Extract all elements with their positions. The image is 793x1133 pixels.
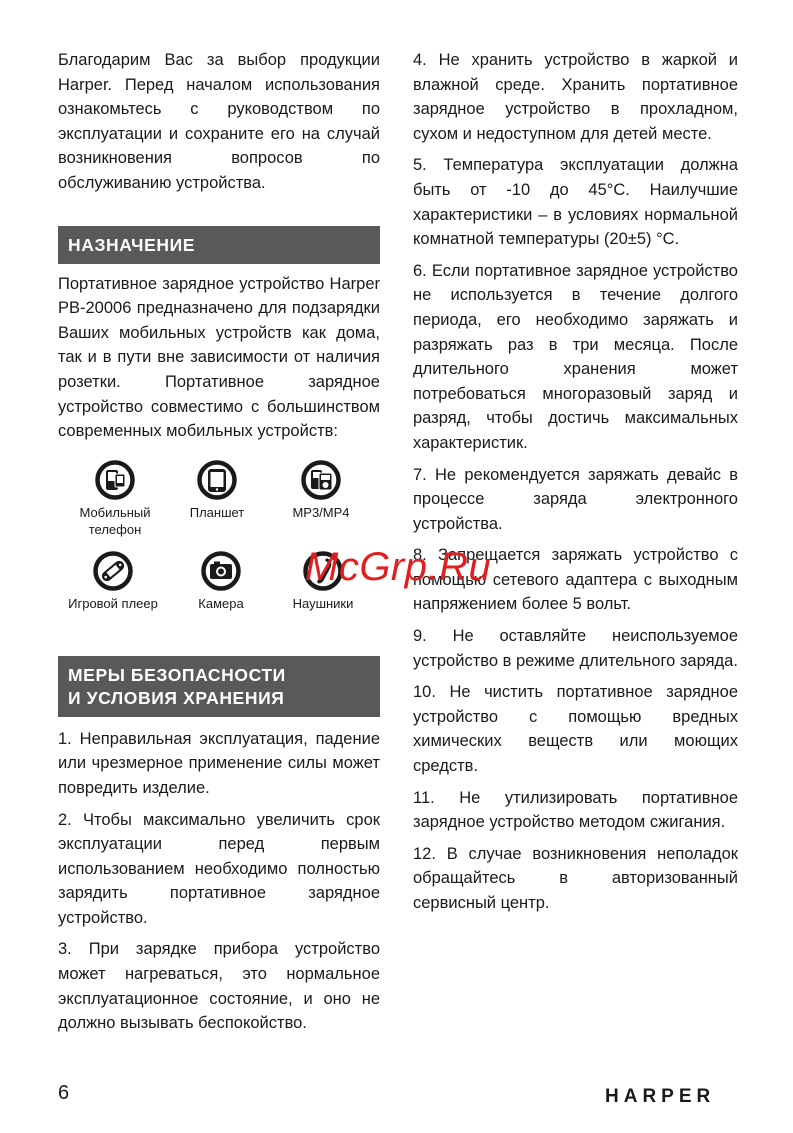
- safety-item-5: 5. Температура эксплуатации должна быть от -10 до 45°C. Наилучшие характеристики – в условиях нормальной комнатной температуры (20±5) °C.: [413, 156, 738, 249]
- mobile-phone-icon: [95, 460, 135, 500]
- safety-header-line2: И УСЛОВИЯ ХРАНЕНИЯ: [68, 687, 285, 708]
- device-mp3: [266, 460, 376, 521]
- safety-item-1: 1. Неправильная эксплуатация, падение или чрезмерное применение силы может повредить изделие.: [58, 729, 380, 797]
- safety-item-8: 8. Запрещается заряжать устройство с помощью сетевого адаптера с выходным напряжением более 5 вольт.: [413, 546, 738, 614]
- safety-item-6: 6. Если портативное зарядное устройство не используется в течение долгого периода, его необходимо заряжать и разряжать раз в три месяца. После длительного хранения может потребоваться многоразовый заряд и разряд, чтобы достичь максимальных характеристик.: [413, 261, 738, 452]
- intro-paragraph: Благодарим Вас за выбор продукции Harper. Перед началом использования ознакомьтесь с руководством по эксплуатации и сохраните его на случай возникновения вопросов по обслуживанию устройства.: [58, 51, 380, 192]
- device-camera: [166, 551, 276, 612]
- brand-text: HARPER: [605, 1086, 716, 1105]
- safety-item-9: 9. Не оставляйте неиспользуемое устройство в режиме длительного заряда.: [413, 627, 738, 670]
- right-column: [413, 48, 738, 923]
- device-label: Наушники: [292, 595, 354, 611]
- device-game-player: [58, 551, 168, 612]
- device-tablet: [162, 460, 272, 521]
- device-label: Планшет: [189, 504, 245, 520]
- brand-logo: [605, 1085, 737, 1105]
- camera-icon: [201, 551, 241, 591]
- safety-item-11: 11. Не утилизировать портативное зарядное устройство методом сжигания.: [413, 788, 738, 832]
- safety-item-4: 4. Не хранить устройство в жаркой и влажной среде. Хранить портативное зарядное устройство в прохладном, сухом и недоступном для детей месте.: [413, 51, 738, 143]
- device-mobile-phone: [60, 460, 170, 538]
- safety-header-line1: МЕРЫ БЕЗОПАСНОСТИ: [68, 664, 286, 685]
- game-player-icon: [93, 551, 133, 591]
- purpose-header-text: НАЗНАЧЕНИЕ: [68, 234, 196, 255]
- safety-item-10: 10. Не чистить портативное зарядное устройство с помощью вредных химических веществ или моющих средств.: [413, 683, 738, 776]
- safety-item-12: 12. В случае возникновения неполадок обращайтесь в авторизованный сервисный центр.: [413, 844, 738, 912]
- safety-header: [58, 656, 380, 717]
- purpose-paragraph: Портативное зарядное устройство Harper PB-20006 предназначено для подзарядки Ваших мобильных устройств как дома, так и в пути вне зависимости от наличия розетки. Портативное зарядное устройство совместимо с большинством современных мобильных устройств:: [58, 274, 380, 441]
- safety-item-7: 7. Не рекомендуется заряжать девайс в процессе заряда электронного устройства.: [413, 465, 738, 533]
- device-label: Мобильный телефон: [79, 504, 151, 537]
- device-label: MP3/MP4: [292, 504, 350, 520]
- device-label: Игровой плеер: [68, 595, 158, 611]
- mp3-player-icon: [301, 460, 341, 500]
- purpose-header: [58, 226, 380, 264]
- watermark: McGrp.Ru: [305, 545, 492, 589]
- devices-grid: [58, 454, 380, 630]
- device-label: Камера: [198, 595, 244, 611]
- page-number: 6: [58, 1082, 70, 1104]
- safety-item-3: 3. При зарядке прибора устройство может нагреваться, это нормальное эксплуатационное состояние, и оно не должно вызывать беспокойство.: [58, 940, 380, 1033]
- tablet-icon: [197, 460, 237, 500]
- safety-item-2: 2. Чтобы максимально увеличить срок эксплуатации перед первым использованием необходимо полностью зарядить портативное зарядное устройство.: [58, 810, 380, 927]
